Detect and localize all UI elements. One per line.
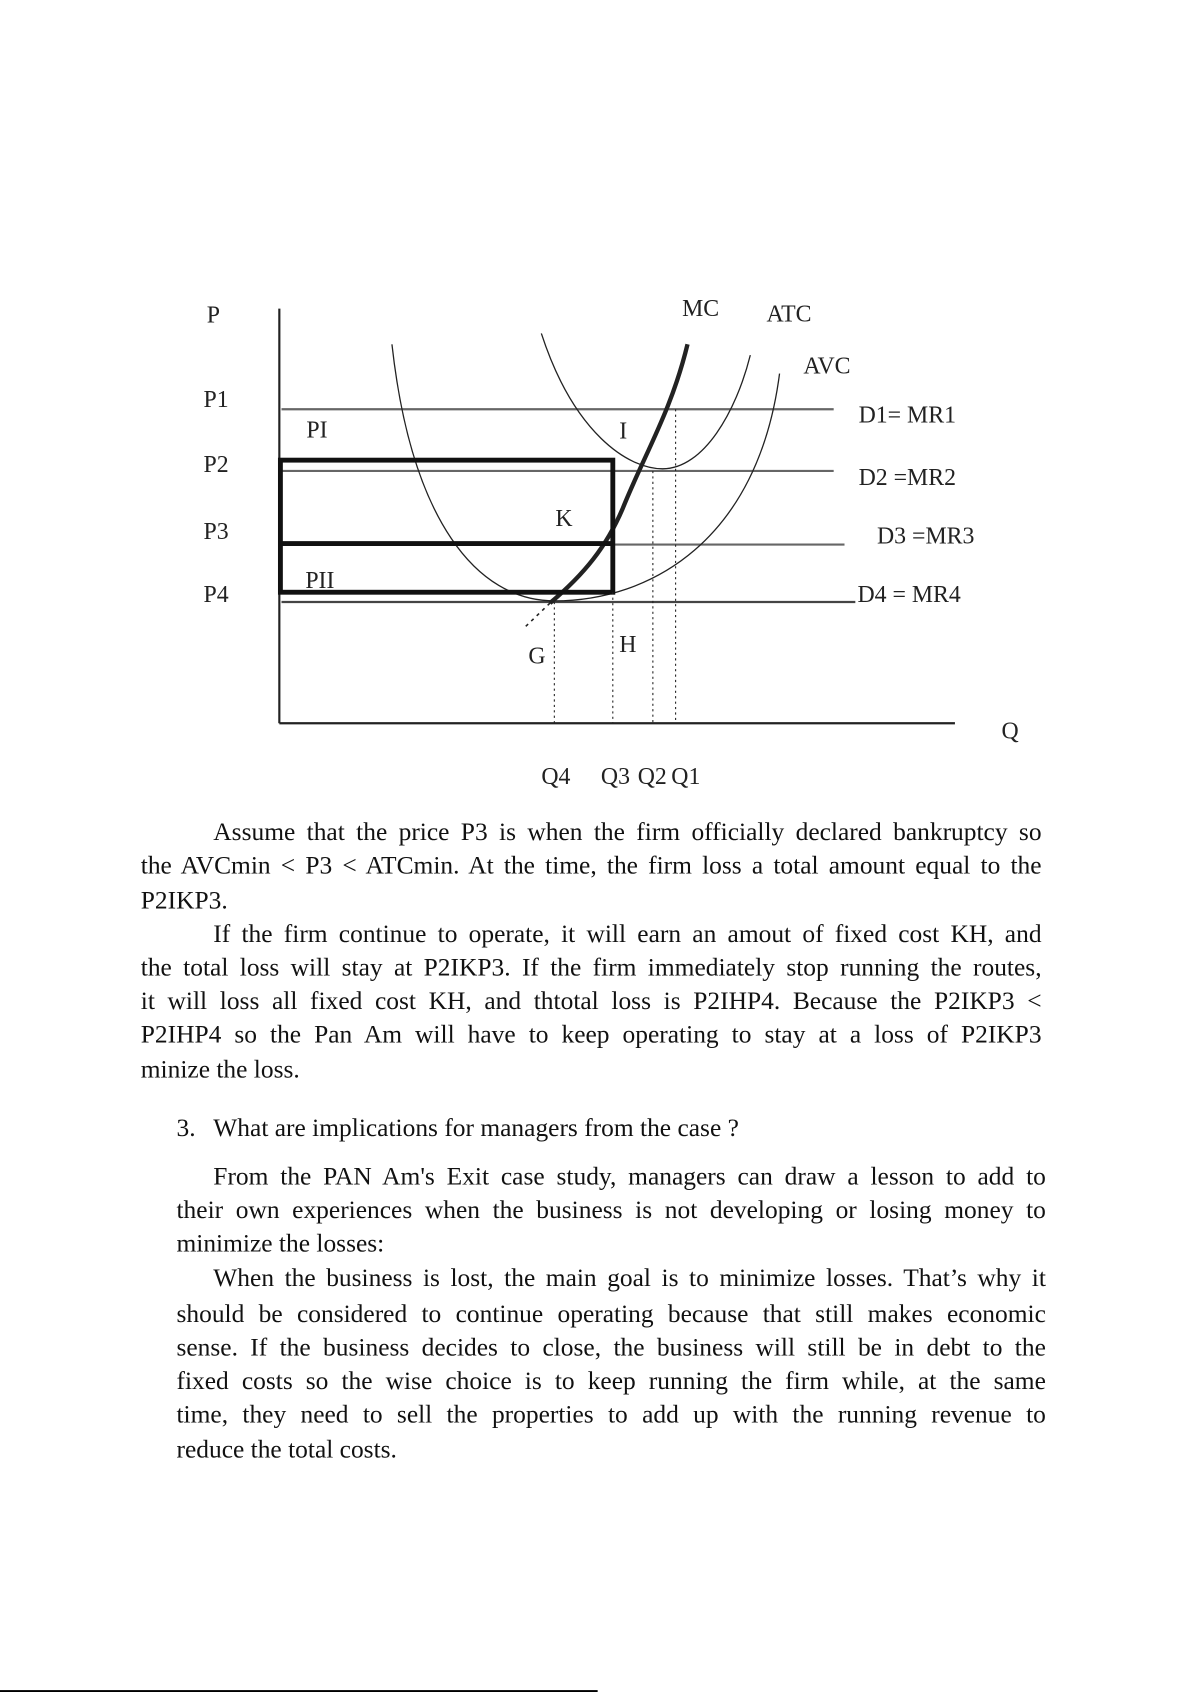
d1-label: D1= MR1	[858, 402, 956, 429]
atc-curve	[541, 333, 750, 468]
q4-label: Q4	[541, 763, 571, 790]
text-line: sense. If the business decides to close, the business will still be in debt to the	[176, 1333, 1046, 1363]
inner-pii-label: PII	[305, 567, 335, 594]
text-line: Assume that the price P3 is when the firm officially declared bankruptcy so	[213, 818, 1042, 847]
cost-curves-diagram	[0, 0, 1191, 801]
p-axis-label: P	[206, 302, 221, 329]
inner-p1-label: PI	[306, 417, 328, 444]
atc-label: ATC	[766, 301, 812, 328]
q2-label: Q2	[637, 763, 667, 790]
d2-label: D2 =MR2	[858, 465, 956, 492]
text-line: time, they need to sell the properties to add up with the running revenue to	[176, 1401, 1046, 1430]
text-line: P2IHP4 so the Pan Am will have to keep operating to stay at a loss of P2IKP3	[140, 1020, 1042, 1050]
text-line: P2IKP3.	[140, 886, 228, 915]
question-number: 3.	[176, 1114, 196, 1143]
text-line: If the firm continue to operate, it will earn an amout of fixed cost KH, and	[213, 920, 1042, 949]
price-label-p3: P3	[203, 519, 229, 546]
q1-label: Q1	[671, 763, 701, 790]
mc-dashed-extension	[524, 603, 550, 628]
mc-label: MC	[682, 296, 720, 323]
text-line: their own experiences when the business is not developing or losing money to	[176, 1196, 1046, 1225]
avc-curve	[392, 344, 780, 601]
d3-label: D3 =MR3	[876, 523, 975, 550]
text-line: the total loss will stay at P2IKP3. If the firm immediately stop running the routes,	[140, 953, 1042, 983]
point-k-label: K	[555, 506, 573, 533]
d4-label: D4 = MR4	[857, 581, 961, 608]
point-g-label: G	[528, 643, 546, 670]
point-i-label: I	[619, 418, 628, 445]
q3-label: Q3	[600, 763, 630, 790]
price-label-p1: P1	[203, 387, 229, 414]
text-line: reduce the total costs.	[176, 1435, 397, 1464]
text-line: it will loss all fixed cost KH, and thtotal loss is P2IHP4. Because the P2IKP3 <	[140, 987, 1042, 1016]
text-line: From the PAN Am's Exit case study, managers can draw a lesson to add to	[213, 1162, 1046, 1191]
text-line: fixed costs so the wise choice is to keep running the firm while, at the same	[176, 1367, 1046, 1396]
point-h-label: H	[619, 631, 637, 658]
question-text: What are implications for managers from the case ?	[213, 1114, 739, 1143]
text-line: should be considered to continue operating because that still makes economic	[176, 1300, 1046, 1329]
text-line: minimize the losses:	[176, 1229, 385, 1259]
price-label-p4: P4	[203, 581, 229, 608]
avc-label: AVC	[803, 353, 851, 380]
price-label-p2: P2	[203, 452, 229, 479]
text-line: the AVCmin < P3 < ATCmin. At the time, the firm loss a total amount equal to the	[140, 852, 1042, 881]
text-line: When the business is lost, the main goal is to minimize losses. That’s why it	[213, 1264, 1046, 1293]
mc-curve	[550, 344, 688, 603]
q-axis-label: Q	[1001, 718, 1019, 745]
text-line: minize the loss.	[140, 1055, 300, 1084]
